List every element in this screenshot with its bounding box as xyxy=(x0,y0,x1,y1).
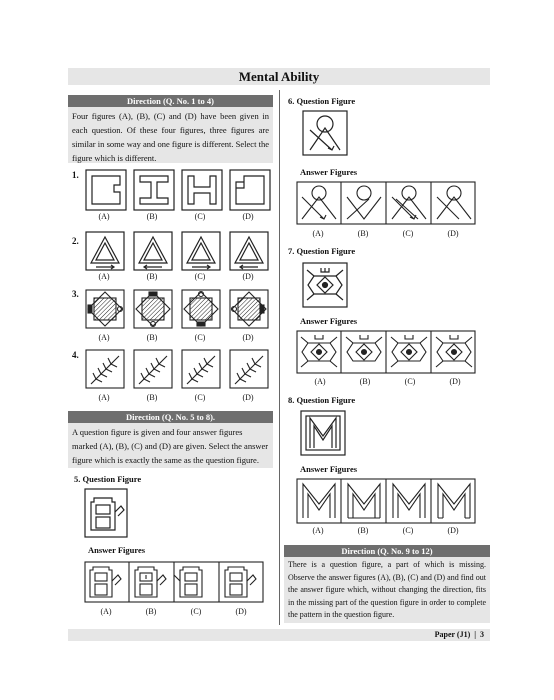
q1-option-a: (A) xyxy=(98,212,110,221)
q2-option-d: (D) xyxy=(242,272,254,281)
question-5-heading: 5. Question Figure xyxy=(74,474,142,484)
question-6-figure xyxy=(302,110,348,156)
direction-heading-2: Direction (Q. No. 5 to 8). xyxy=(68,411,273,423)
question-8-answer-figures xyxy=(296,478,476,524)
q1-option-d: (D) xyxy=(242,212,254,221)
column-divider xyxy=(279,90,280,625)
q3-option-a: (A) xyxy=(98,333,110,342)
q7-option-c: (C) xyxy=(404,377,416,386)
direction-text-2: A question figure is given and four answer figures marked (A), (B), (C) and (D) are given. Select the answer figure which is exactly the same as the question figure. xyxy=(68,423,273,468)
question-3-number: 3. xyxy=(72,289,79,299)
question-4-number: 4. xyxy=(72,350,79,360)
question-1-number: 1. xyxy=(72,170,79,180)
page-title: Mental Ability xyxy=(68,68,490,85)
question-7-figure xyxy=(302,262,348,308)
q7-option-a: (A) xyxy=(314,377,326,386)
q2-option-a: (A) xyxy=(98,272,110,281)
q6-option-b: (B) xyxy=(357,229,369,238)
question-7-answer-figures xyxy=(296,330,476,374)
question-8-heading: 8. Question Figure xyxy=(288,395,356,405)
q8-option-c: (C) xyxy=(402,526,414,535)
page-footer xyxy=(68,629,490,641)
q2-option-c: (C) xyxy=(194,272,206,281)
page-number: 3 xyxy=(480,630,484,639)
question-3-figures xyxy=(84,288,274,330)
answer-figures-heading-7: Answer Figures xyxy=(300,316,358,326)
direction-text-3: There is a question figure, a part of which is missing. Observe the answer figures (A), (B), (C) and (D) and find out the answer figure which, without changing the direction, fits in the missing part of the question figure in order to complete the pattern in the question figure. xyxy=(284,557,490,623)
q3-option-d: (D) xyxy=(242,333,254,342)
question-7-heading: 7. Question Figure xyxy=(288,246,356,256)
q5-option-b: (B) xyxy=(145,607,157,616)
q4-option-d: (D) xyxy=(242,393,254,402)
question-4-figures xyxy=(84,348,274,390)
footer-separator: | xyxy=(474,630,476,639)
q6-option-c: (C) xyxy=(402,229,414,238)
question-2-figures xyxy=(84,230,274,272)
q6-option-d: (D) xyxy=(447,229,459,238)
question-6-heading: 6. Question Figure xyxy=(288,96,356,106)
q1-option-b: (B) xyxy=(146,212,158,221)
question-8-figure xyxy=(300,410,346,456)
q2-option-b: (B) xyxy=(146,272,158,281)
paper-code: Paper (J1) xyxy=(434,630,471,639)
q3-option-c: (C) xyxy=(194,333,206,342)
q8-option-d: (D) xyxy=(447,526,459,535)
q4-option-c: (C) xyxy=(194,393,206,402)
direction-heading-3: Direction (Q. No. 9 to 12) xyxy=(284,545,490,557)
question-5-figure xyxy=(84,488,128,538)
q7-option-b: (B) xyxy=(359,377,371,386)
q4-option-b: (B) xyxy=(146,393,158,402)
question-5-answer-figures xyxy=(84,561,264,603)
q3-option-b: (B) xyxy=(146,333,158,342)
direction-text-1: Four figures (A), (B), (C) and (D) have been given in each question. Of these four figures, three figures are similar in some way and one figure is different. Select the figure which is different. xyxy=(68,107,273,163)
question-6-answer-figures xyxy=(296,181,476,225)
q6-option-a: (A) xyxy=(312,229,324,238)
question-1-figures xyxy=(84,168,274,213)
answer-figures-heading-6: Answer Figures xyxy=(300,167,358,177)
q4-option-a: (A) xyxy=(98,393,110,402)
q5-option-c: (C) xyxy=(190,607,202,616)
answer-figures-heading-5: Answer Figures xyxy=(88,545,146,555)
answer-figures-heading-8: Answer Figures xyxy=(300,464,358,474)
question-2-number: 2. xyxy=(72,236,79,246)
q8-option-a: (A) xyxy=(312,526,324,535)
direction-heading-1: Direction (Q. No. 1 to 4) xyxy=(68,95,273,107)
q5-option-a: (A) xyxy=(100,607,112,616)
q7-option-d: (D) xyxy=(449,377,461,386)
q5-option-d: (D) xyxy=(235,607,247,616)
q8-option-b: (B) xyxy=(357,526,369,535)
q1-option-c: (C) xyxy=(194,212,206,221)
